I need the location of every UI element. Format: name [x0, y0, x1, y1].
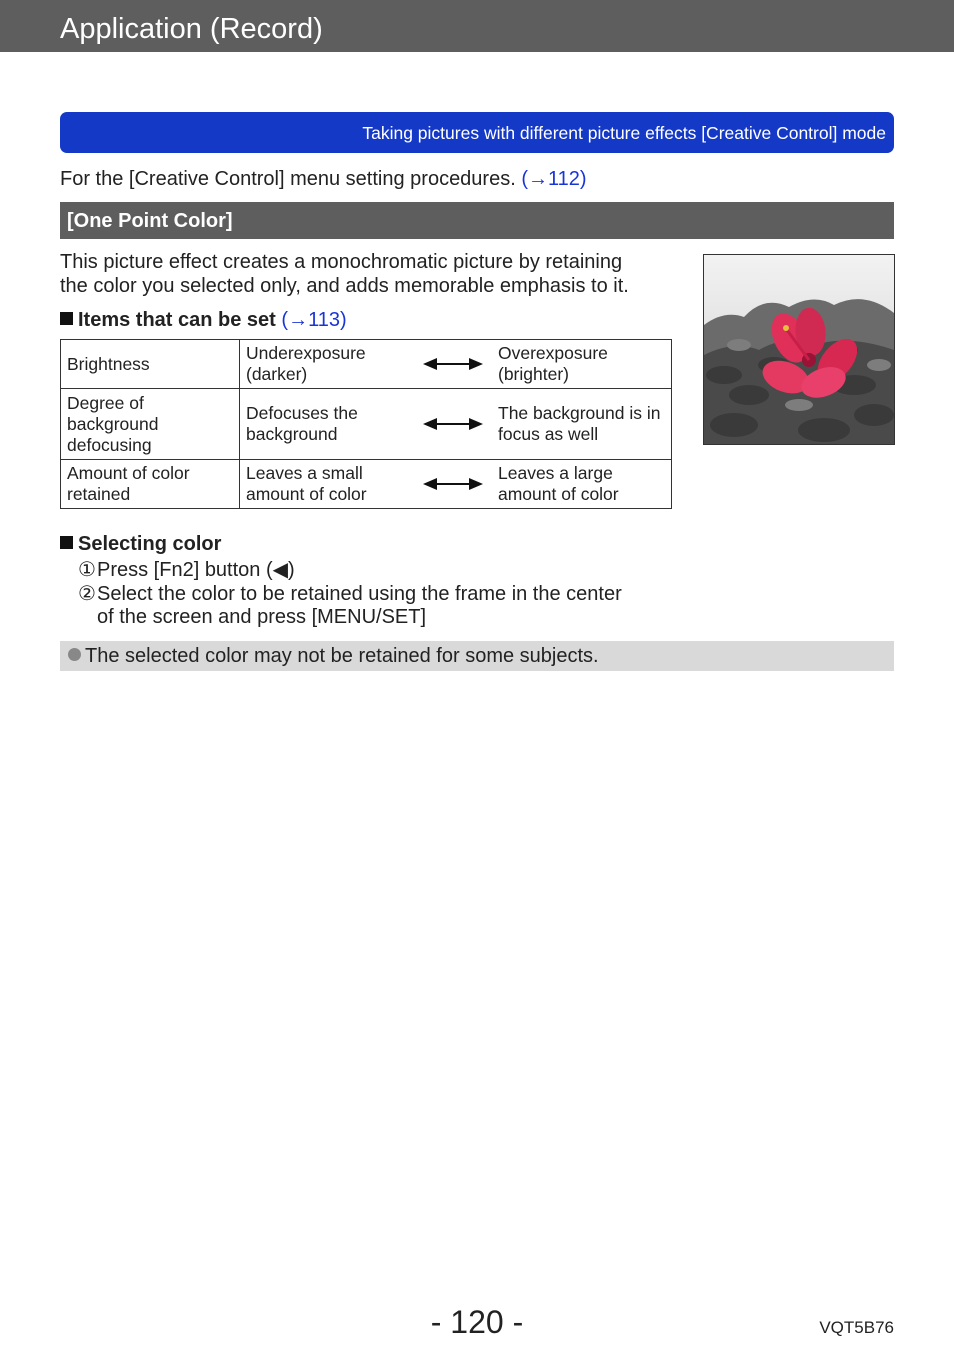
intro-text: For the [Creative Control] menu setting procedures. — [60, 168, 522, 190]
selecting-heading — [60, 532, 221, 556]
description-line: the color you selected only, and adds memorable emphasis to it. — [60, 274, 629, 297]
range-left-text: Underexposure (darker) — [246, 343, 366, 384]
table-range-cell — [240, 340, 672, 389]
step-number: ② — [78, 582, 96, 605]
step-1 — [78, 559, 622, 583]
selecting-heading-label: Selecting color — [78, 533, 222, 555]
step-2 — [78, 583, 622, 607]
double-arrow-icon — [414, 418, 492, 430]
items-heading-label: Items that can be set — [78, 309, 276, 331]
square-bullet-icon — [60, 536, 73, 549]
table-row — [61, 460, 672, 509]
range-right-text: The background is in focus as well — [498, 403, 661, 444]
note-text: The selected color may not be retained for some subjects. — [85, 645, 599, 667]
settings-table — [60, 339, 672, 509]
intro-page-link[interactable]: (→112) — [521, 168, 587, 190]
range-left-text: Leaves a small amount of color — [246, 463, 367, 504]
items-page-link[interactable]: (→113) — [281, 309, 347, 331]
range-right-text: Leaves a large amount of color — [498, 463, 619, 504]
double-arrow-icon — [414, 478, 492, 490]
description — [60, 251, 680, 298]
note-line — [68, 644, 599, 668]
table-item-cell: Degree of background defocusing — [61, 389, 240, 460]
step-number: ① — [78, 559, 96, 581]
table-row — [61, 340, 672, 389]
header-title: Application (Record) — [60, 13, 323, 45]
chapter-banner — [60, 112, 894, 153]
intro-line — [60, 167, 587, 192]
banner-text: Taking pictures with different picture effects [Creative Control] mode — [362, 123, 886, 143]
description-line: This picture effect creates a monochromatic picture by retaining — [60, 251, 623, 273]
double-arrow-icon — [414, 358, 492, 370]
range-left-text: Defocuses the background — [246, 403, 358, 444]
table-row — [61, 389, 672, 460]
bullet-dot-icon — [68, 648, 81, 661]
table-item-cell: Brightness — [61, 340, 240, 389]
sample-photo — [703, 254, 895, 445]
document-code: VQT5B76 — [819, 1318, 894, 1337]
selecting-steps — [78, 559, 622, 630]
step-text: Press [Fn2] button (◀) — [97, 559, 295, 581]
page-number: - 120 - — [430, 1304, 524, 1340]
table-range-cell — [240, 389, 672, 460]
step-text: Select the color to be retained using the frame in the center — [97, 582, 622, 605]
range-right-text: Overexposure (brighter) — [498, 343, 608, 384]
table-range-cell — [240, 460, 672, 509]
hibiscus-photo-image — [704, 255, 894, 444]
section-title: [One Point Color] — [67, 210, 233, 232]
header-bar — [0, 0, 954, 52]
table-item-cell: Amount of color retained — [61, 460, 240, 509]
square-bullet-icon — [60, 312, 73, 325]
note-box — [60, 641, 894, 671]
section-heading-bar — [60, 202, 894, 239]
items-heading — [60, 308, 347, 332]
step-2-continued: of the screen and press [MENU/SET] — [97, 606, 427, 628]
